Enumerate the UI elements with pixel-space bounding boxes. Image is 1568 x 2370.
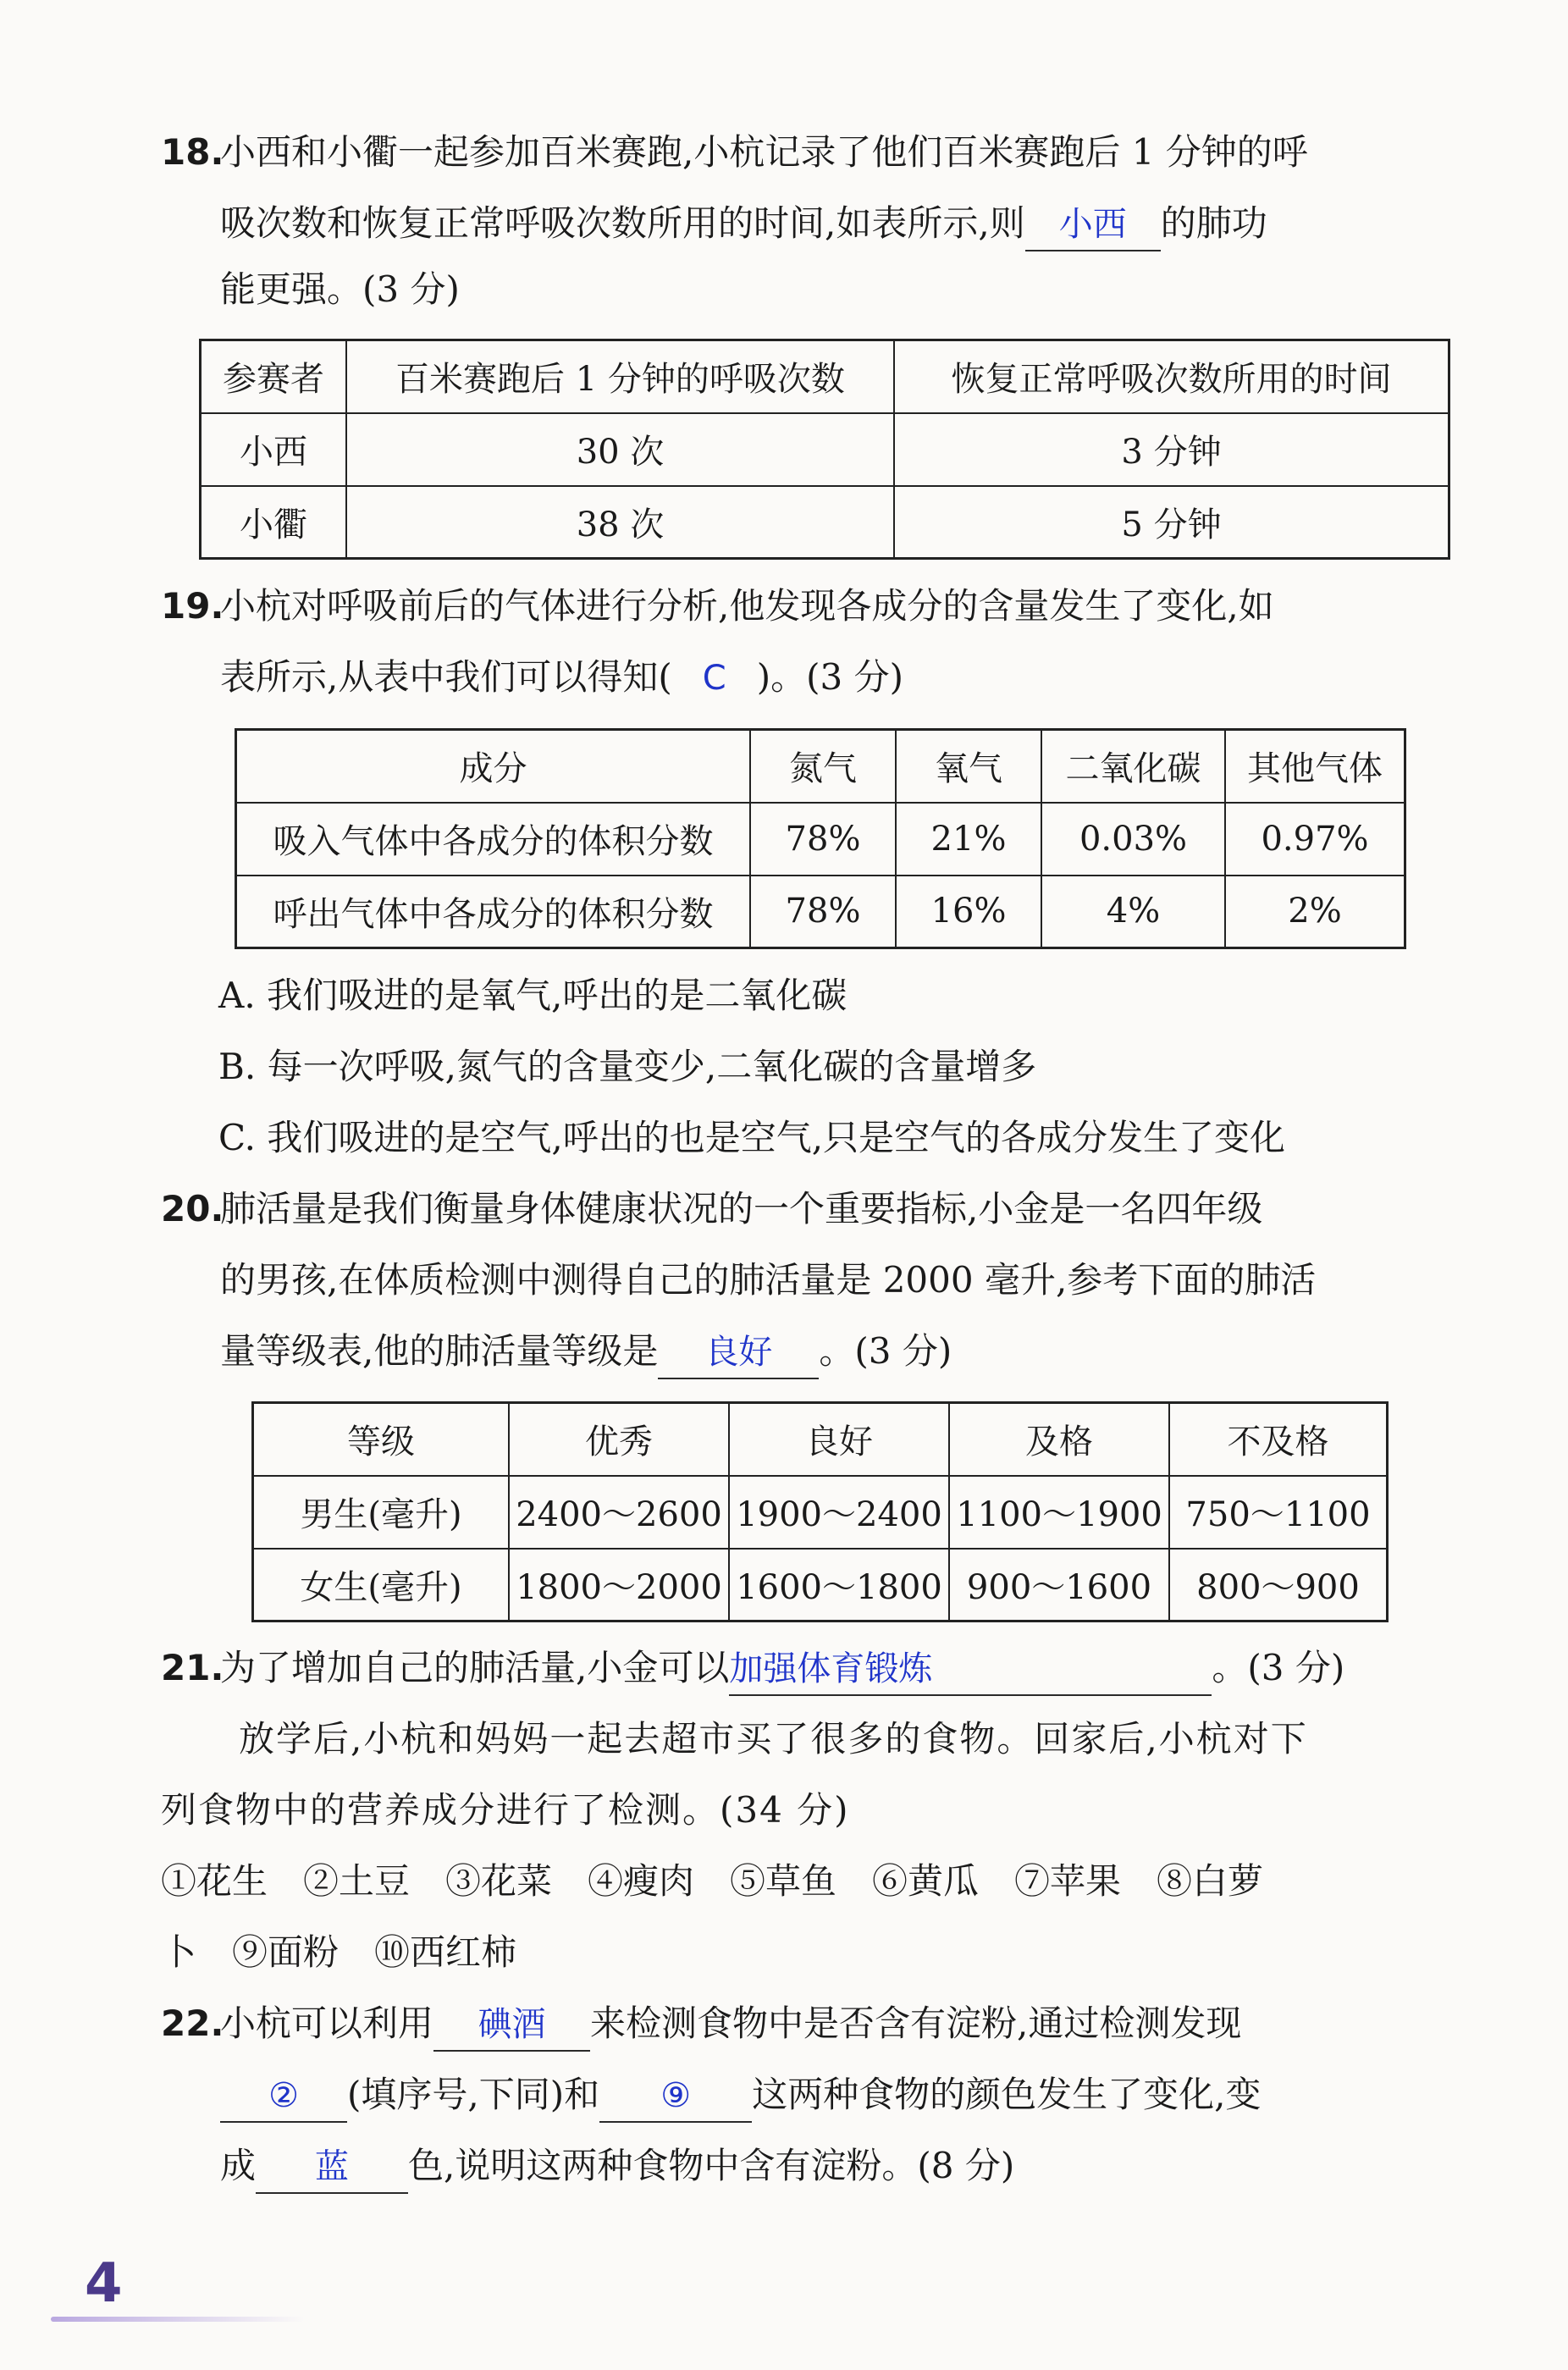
q20-header-cell: 不及格 bbox=[1169, 1403, 1388, 1476]
q20-cell: 1800～2000 bbox=[509, 1549, 729, 1621]
q22-answer1-blank: 碘酒 bbox=[433, 1999, 590, 2052]
q20-cell: 1600～1800 bbox=[729, 1549, 949, 1621]
q19-header-cell: 氧气 bbox=[896, 730, 1041, 803]
q22-line3-post: 色,说明这两种食物中含有淀粉。(8 分) bbox=[408, 2145, 1015, 2186]
q18-line2 bbox=[220, 188, 1422, 259]
q20-header-cell: 优秀 bbox=[509, 1403, 729, 1476]
intro-line1: 放学后,小杭和妈妈一起去超市买了很多的食物。回家后,小杭对下 bbox=[239, 1718, 1308, 1760]
q21-answer-blank: 加强体育锻炼 bbox=[729, 1644, 1212, 1696]
q20-line2: 的男孩,在体质检测中测得自己的肺活量是 2000 毫升,参考下面的肺活 bbox=[220, 1259, 1317, 1301]
food-list-line2: 卜 ⑨面粉 ⑩西红柿 bbox=[161, 1931, 517, 1973]
q18-number: 18. bbox=[161, 131, 224, 173]
q18-cell: 30 次 bbox=[346, 413, 894, 486]
q22-line1-pre: 小杭可以利用 bbox=[220, 2003, 434, 2044]
q20-line3 bbox=[220, 1316, 1422, 1387]
q21-line bbox=[220, 1632, 1422, 1704]
q19-cell: 78% bbox=[750, 803, 896, 876]
q22-line1 bbox=[220, 1988, 1422, 2059]
q19-line2 bbox=[220, 642, 1422, 714]
q18-line3: 能更强。(3 分) bbox=[220, 268, 460, 310]
q19-cell: 吸入气体中各成分的体积分数 bbox=[236, 803, 751, 876]
q19-header-cell: 成分 bbox=[236, 730, 751, 803]
q19-line2-pre: 表所示,从表中我们可以得知( bbox=[220, 656, 672, 698]
q20-table bbox=[251, 1401, 1389, 1622]
q22-number: 22. bbox=[161, 2003, 224, 2044]
q22-line2-post: 这两种食物的颜色发生了变化,变 bbox=[752, 2074, 1262, 2115]
q18-cell: 5 分钟 bbox=[894, 486, 1449, 559]
q20-cell: 2400～2600 bbox=[509, 1476, 729, 1549]
q22-line2 bbox=[220, 2059, 1422, 2130]
q22-answer4-blank: 蓝 bbox=[256, 2141, 408, 2194]
q20-cell: 1900～2400 bbox=[729, 1476, 949, 1549]
q22-line1-post: 来检测食物中是否含有淀粉,通过检测发现 bbox=[590, 2003, 1242, 2044]
q20-answer-blank: 良好 bbox=[658, 1327, 819, 1379]
q21-pre: 为了增加自己的肺活量,小金可以 bbox=[220, 1647, 730, 1688]
intro-line2: 列食物中的营养成分进行了检测。(34 分) bbox=[161, 1789, 850, 1831]
q20-cell: 900～1600 bbox=[949, 1549, 1169, 1621]
q19-cell: 78% bbox=[750, 876, 896, 948]
q19-header-cell: 氮气 bbox=[750, 730, 896, 803]
q18-cell: 小西 bbox=[201, 413, 347, 486]
q22-line3-pre: 成 bbox=[220, 2145, 257, 2186]
q18-header-cell: 恢复正常呼吸次数所用的时间 bbox=[894, 340, 1449, 413]
q19-answer: C bbox=[702, 659, 726, 698]
q18-answer-blank: 小西 bbox=[1025, 199, 1161, 251]
q18-cell: 38 次 bbox=[346, 486, 894, 559]
q18-cell: 小衢 bbox=[201, 486, 347, 559]
q19-cell: 16% bbox=[896, 876, 1041, 948]
q19-header-cell: 二氧化碳 bbox=[1041, 730, 1225, 803]
q20-cell: 男生(毫升) bbox=[253, 1476, 510, 1549]
q21-post: 。(3 分) bbox=[1212, 1647, 1345, 1688]
page-decoration-bar bbox=[51, 2317, 305, 2322]
q19-table bbox=[235, 728, 1406, 949]
q19-cell: 2% bbox=[1225, 876, 1405, 948]
q19-header-cell: 其他气体 bbox=[1225, 730, 1405, 803]
q19-cell: 0.03% bbox=[1041, 803, 1225, 876]
food-list-line1: ①花生 ②土豆 ③花菜 ④瘦肉 ⑤草鱼 ⑥黄瓜 ⑦苹果 ⑧白萝 bbox=[161, 1860, 1264, 1902]
q20-cell: 女生(毫升) bbox=[253, 1549, 510, 1621]
q20-cell: 1100～1900 bbox=[949, 1476, 1169, 1549]
q18-line2-pre: 吸次数和恢复正常呼吸次数所用的时间,如表所示,则 bbox=[220, 202, 1025, 244]
q18-header-cell: 参赛者 bbox=[201, 340, 347, 413]
q20-cell: 800～900 bbox=[1169, 1549, 1388, 1621]
q18-line2-post: 的肺功 bbox=[1160, 202, 1267, 244]
q19-option-a: A. 我们吸进的是氧气,呼出的是二氧化碳 bbox=[218, 975, 847, 1016]
q22-answer3-blank: ⑨ bbox=[599, 2070, 752, 2123]
q20-cell: 750～1100 bbox=[1169, 1476, 1388, 1549]
q18-cell: 3 分钟 bbox=[894, 413, 1449, 486]
q20-line3-pre: 量等级表,他的肺活量等级是 bbox=[220, 1330, 659, 1372]
q18-header-cell: 百米赛跑后 1 分钟的呼吸次数 bbox=[346, 340, 894, 413]
q21-number: 21. bbox=[161, 1647, 224, 1688]
q19-cell: 4% bbox=[1041, 876, 1225, 948]
q18-line1: 小西和小衢一起参加百米赛跑,小杭记录了他们百米赛跑后 1 分钟的呼 bbox=[220, 131, 1308, 173]
q20-header-cell: 良好 bbox=[729, 1403, 949, 1476]
q19-option-c: C. 我们吸进的是空气,呼出的也是空气,只是空气的各成分发生了变化 bbox=[218, 1117, 1286, 1158]
q19-option-b: B. 每一次呼吸,氮气的含量变少,二氧化碳的含量增多 bbox=[218, 1046, 1037, 1087]
q19-number: 19. bbox=[161, 585, 224, 627]
q20-line1: 肺活量是我们衡量身体健康状况的一个重要指标,小金是一名四年级 bbox=[220, 1188, 1263, 1229]
q22-line3 bbox=[220, 2130, 1422, 2202]
page-number: 4 bbox=[85, 2252, 123, 2315]
q18-table bbox=[199, 339, 1450, 560]
q19-line2-post: )。(3 分) bbox=[756, 656, 903, 698]
q19-line1: 小杭对呼吸前后的气体进行分析,他发现各成分的含量发生了变化,如 bbox=[220, 585, 1274, 627]
q19-cell: 21% bbox=[896, 803, 1041, 876]
q20-header-cell: 等级 bbox=[253, 1403, 510, 1476]
q19-cell: 呼出气体中各成分的体积分数 bbox=[236, 876, 751, 948]
q20-line3-post: 。(3 分) bbox=[819, 1330, 952, 1372]
q19-cell: 0.97% bbox=[1225, 803, 1405, 876]
q22-line2-mid: (填序号,下同)和 bbox=[347, 2074, 600, 2115]
q20-number: 20. bbox=[161, 1188, 224, 1229]
q20-header-cell: 及格 bbox=[949, 1403, 1169, 1476]
q22-answer2-blank: ② bbox=[220, 2070, 347, 2123]
